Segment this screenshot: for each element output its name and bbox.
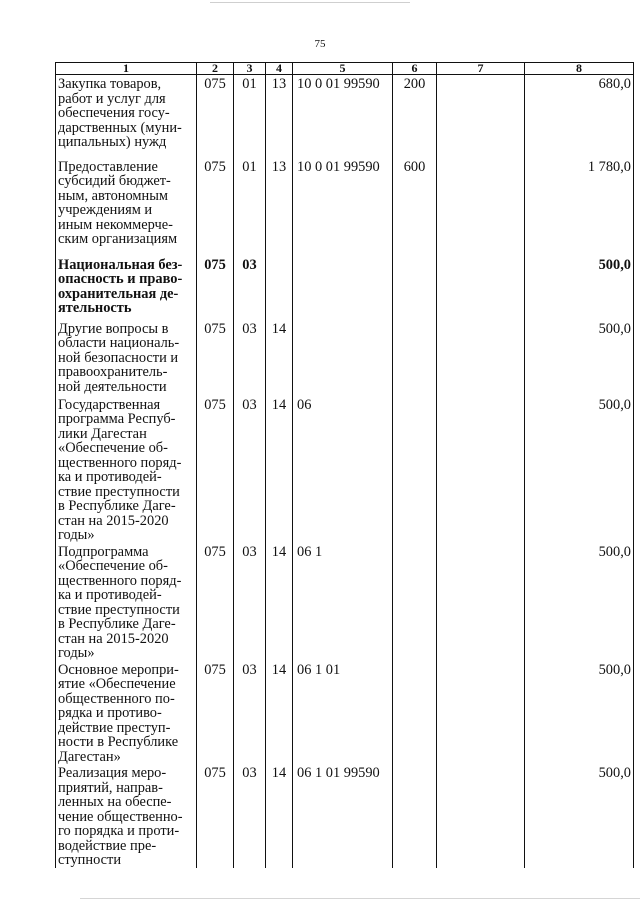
admin-code-cell: 075: [197, 75, 234, 158]
expense-type-cell: 600: [393, 158, 437, 256]
table-row: [56, 256, 634, 320]
section-code-cell: 03: [234, 256, 266, 320]
expense-type-cell: [393, 661, 437, 765]
table-body: [56, 75, 634, 868]
row-name: [56, 256, 197, 320]
expense-type-cell: [393, 320, 437, 396]
row-name-line: ятие «Обеспечение: [58, 676, 176, 692]
row-name-line: Другие вопросы в: [58, 320, 169, 337]
row-name-line: «Обеспечение об-: [58, 440, 168, 456]
subsection-code-cell: 14: [266, 320, 293, 396]
row-name-line: ципальных) нужд: [58, 134, 167, 150]
table-row: [56, 396, 634, 543]
subsection-code-cell: 14: [266, 764, 293, 868]
admin-code-cell: 075: [197, 256, 234, 320]
row-name-line: действие преступ-: [58, 719, 171, 736]
row-name-line: Предоставление: [58, 158, 158, 175]
row-name-line: ствие преступности: [58, 483, 180, 500]
expense-type-cell: 200: [393, 75, 437, 158]
row-name-line: ка и противодей-: [58, 469, 162, 485]
target-item-cell: 10 0 01 99590: [293, 75, 393, 158]
row-name: [56, 75, 197, 158]
row-name-line: работ и услуг для: [58, 90, 166, 107]
expense-type-cell: [393, 396, 437, 543]
amount-cell: 500,0: [525, 256, 634, 320]
row-name-line: рядка и противо-: [58, 705, 162, 721]
target-item-cell: [293, 320, 393, 396]
subsection-code-cell: 13: [266, 75, 293, 158]
row-name-line: годы»: [58, 527, 95, 543]
section-code-cell: 03: [234, 661, 266, 765]
row-name-line: в Республике Даге-: [58, 498, 176, 514]
row-name-line: в Республике Даге-: [58, 616, 176, 632]
column-header: 1: [56, 63, 197, 75]
row-name-line: чение общественно-: [58, 808, 183, 825]
row-name-line: субсидий бюджет-: [58, 173, 171, 189]
page-number: 75: [314, 38, 326, 50]
row-name-line: ным, автономным: [58, 187, 168, 204]
extra-cell: [437, 661, 525, 765]
expense-type-cell: [393, 543, 437, 661]
row-name-line: стан на 2015-2020: [58, 630, 169, 647]
extra-cell: [437, 158, 525, 256]
row-name: [56, 320, 197, 396]
row-name-line: общественного по-: [58, 690, 175, 707]
expense-type-cell: [393, 256, 437, 320]
row-name-line: программа Респуб-: [58, 411, 176, 427]
table-row: [56, 158, 634, 256]
subsection-code-cell: 14: [266, 396, 293, 543]
target-item-cell: 06 1 01 99590: [293, 764, 393, 868]
table-row: [56, 661, 634, 765]
table-row: [56, 764, 634, 868]
extra-cell: [437, 256, 525, 320]
column-header: 2: [197, 63, 234, 75]
target-item-cell: 10 0 01 99590: [293, 158, 393, 256]
column-header: 8: [525, 63, 634, 75]
row-name-line: ной безопасности и: [58, 349, 179, 366]
column-header: 4: [266, 63, 293, 75]
extra-cell: [437, 764, 525, 868]
amount-cell: 680,0: [525, 75, 634, 158]
target-item-cell: [293, 256, 393, 320]
row-name-line: Подпрограмма: [58, 543, 149, 560]
row-name-line: приятий, направ-: [58, 779, 163, 796]
expense-type-cell: [393, 764, 437, 868]
row-name-line: ности в Республике: [58, 734, 179, 750]
row-name-line: обеспечения госу-: [58, 105, 170, 121]
row-name-line: правоохранитель-: [58, 364, 168, 380]
amount-cell: 500,0: [525, 396, 634, 543]
admin-code-cell: 075: [197, 158, 234, 256]
amount-cell: 500,0: [525, 320, 634, 396]
target-item-cell: 06 1: [293, 543, 393, 661]
row-name-line: щественного поряд-: [58, 572, 182, 589]
extra-cell: [437, 543, 525, 661]
row-name-line: го порядка и проти-: [58, 823, 180, 839]
row-name-line: Государственная: [58, 396, 161, 413]
row-name-line: опасность и право-: [58, 271, 183, 287]
bottom-scan-line: [80, 898, 640, 899]
row-name-line: ной деятельности: [58, 378, 167, 395]
admin-code-cell: 075: [197, 396, 234, 543]
row-name-line: ступности: [58, 852, 122, 868]
admin-code-cell: 075: [197, 543, 234, 661]
row-name-line: области националь-: [58, 335, 180, 351]
table-row: [56, 543, 634, 661]
table-row: [56, 75, 634, 158]
row-name-line: щественного поряд-: [58, 454, 182, 471]
extra-cell: [437, 396, 525, 543]
row-name-line: ским организациям: [58, 231, 178, 247]
column-header: 6: [393, 63, 437, 75]
row-name-line: Реализация меро-: [58, 765, 167, 781]
amount-cell: 500,0: [525, 661, 634, 765]
subsection-code-cell: 13: [266, 158, 293, 256]
amount-cell: 500,0: [525, 764, 634, 868]
row-name-line: учреждениям и: [58, 202, 153, 218]
row-name: [56, 158, 197, 256]
subsection-code-cell: 14: [266, 661, 293, 765]
row-name: [56, 396, 197, 543]
row-name-line: дарственных (муни-: [58, 119, 182, 136]
row-name: [56, 661, 197, 765]
row-name-line: ятельность: [58, 300, 132, 316]
section-code-cell: 03: [234, 764, 266, 868]
top-scan-line: [210, 2, 410, 3]
row-name-line: иным некоммерче-: [58, 216, 173, 233]
section-code-cell: 01: [234, 158, 266, 256]
section-code-cell: 03: [234, 320, 266, 396]
section-code-cell: 01: [234, 75, 266, 158]
row-name: [56, 543, 197, 661]
column-header: 7: [437, 63, 525, 75]
row-name-line: стан на 2015-2020: [58, 512, 169, 529]
row-name-line: ствие преступности: [58, 601, 180, 618]
extra-cell: [437, 75, 525, 158]
section-code-cell: 03: [234, 396, 266, 543]
row-name-line: Дагестан»: [58, 748, 121, 765]
row-name-line: лики Дагестан: [58, 425, 147, 442]
row-name-line: «Обеспечение об-: [58, 558, 168, 574]
table-row: [56, 320, 634, 396]
subsection-code-cell: [266, 256, 293, 320]
admin-code-cell: 075: [197, 661, 234, 765]
row-name-line: ка и противодей-: [58, 587, 162, 603]
row-name-line: ленных на обеспе-: [58, 794, 172, 810]
column-header: 3: [234, 63, 266, 75]
amount-cell: 500,0: [525, 543, 634, 661]
row-name-line: Национальная без-: [58, 256, 183, 273]
amount-cell: 1 780,0: [525, 158, 634, 256]
admin-code-cell: 075: [197, 764, 234, 868]
admin-code-cell: 075: [197, 320, 234, 396]
row-name-line: годы»: [58, 645, 95, 661]
subsection-code-cell: 14: [266, 543, 293, 661]
row-name-line: Закупка товаров,: [58, 76, 162, 92]
target-item-cell: 06 1 01: [293, 661, 393, 765]
row-name-line: охранительная де-: [58, 285, 179, 302]
section-code-cell: 03: [234, 543, 266, 661]
table-header-row: [56, 63, 634, 75]
column-header: 5: [293, 63, 393, 75]
target-item-cell: 06: [293, 396, 393, 543]
budget-table: [55, 62, 634, 868]
row-name-line: Основное меропри-: [58, 661, 179, 678]
row-name: [56, 764, 197, 868]
extra-cell: [437, 320, 525, 396]
row-name-line: водействие пре-: [58, 837, 157, 854]
